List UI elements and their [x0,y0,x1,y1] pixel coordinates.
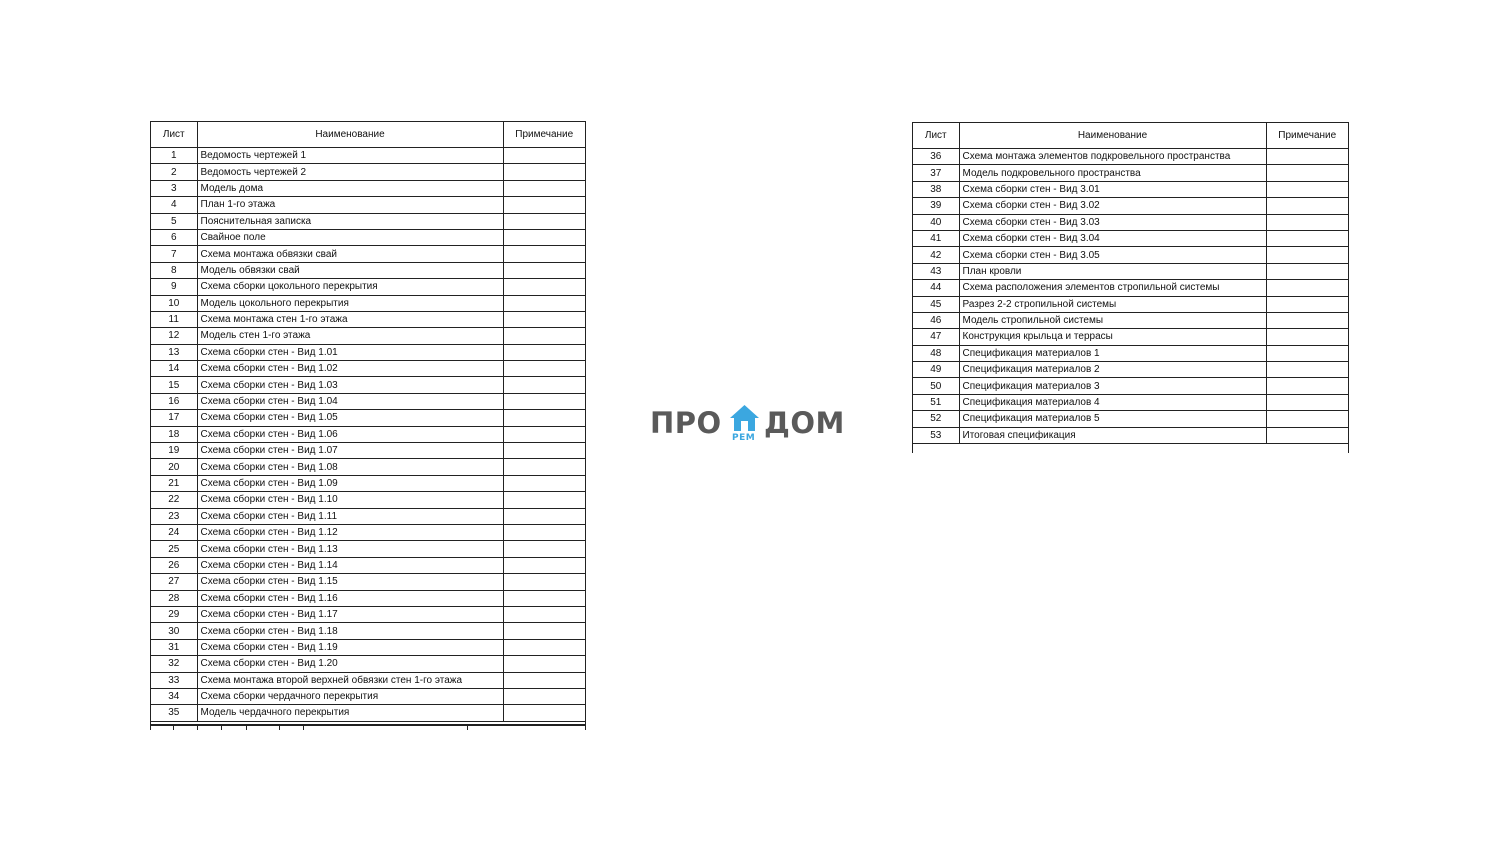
sheet-number: 30 [151,623,197,639]
table-row [151,475,585,491]
table-row [151,410,585,426]
sheet-number: 2 [151,164,197,180]
table-row [151,344,585,360]
table-row [913,394,1348,410]
drawing-name: Схема сборки стен - Вид 1.14 [197,557,503,573]
table-header-row [913,123,1348,149]
logo-subtitle: РЕМ [732,433,756,443]
drawing-name: Схема монтажа обвязки свай [197,246,503,262]
sheet-number: 53 [913,427,959,443]
note-cell [503,459,585,475]
table-row [151,574,585,590]
sheet-number: 39 [913,198,959,214]
note-cell [503,590,585,606]
table-row [151,262,585,278]
sheet-number: 47 [913,329,959,345]
drawing-name: Схема сборки стен - Вид 1.04 [197,393,503,409]
drawing-name: Спецификация материалов 4 [959,394,1266,410]
table-row [151,328,585,344]
drawing-name: Схема сборки стен - Вид 1.20 [197,656,503,672]
table-row [913,247,1348,263]
table-row [913,362,1348,378]
note-cell [1266,362,1348,378]
drawings-list-sheet-left [150,121,586,730]
drawing-name: Схема сборки стен - Вид 3.04 [959,230,1266,246]
drawing-name: План кровли [959,263,1266,279]
sheet-number: 26 [151,557,197,573]
table-row [151,557,585,573]
sheet-number: 43 [913,263,959,279]
sheet-number: 7 [151,246,197,262]
note-cell [503,606,585,622]
note-cell [1266,378,1348,394]
sheet-number: 8 [151,262,197,278]
table-row [151,656,585,672]
table-row [151,377,585,393]
drawing-name: Модель стен 1-го этажа [197,328,503,344]
drawing-name: Схема сборки стен - Вид 3.01 [959,181,1266,197]
note-cell [1266,181,1348,197]
house-icon [729,404,760,434]
title-block-divider [279,726,280,730]
drawing-name: Схема сборки стен - Вид 1.13 [197,541,503,557]
drawing-name: Схема монтажа второй верхней обвязки стен 1-го этажа [197,672,503,688]
sheet-number: 22 [151,492,197,508]
note-cell [1266,214,1348,230]
sheet-number: 9 [151,279,197,295]
drawing-name: Схема монтажа стен 1-го этажа [197,311,503,327]
note-cell [503,639,585,655]
sheet-number: 6 [151,229,197,245]
table-row [151,246,585,262]
note-cell [1266,345,1348,361]
note-cell [503,262,585,278]
note-cell [503,344,585,360]
drawing-name: План 1-го этажа [197,197,503,213]
sheet-number: 29 [151,606,197,622]
drawing-name: Модель чердачного перекрытия [197,705,503,721]
drawings-list-sheet-right [912,122,1349,453]
sheet-number: 28 [151,590,197,606]
sheet-number: 37 [913,165,959,181]
sheet-number: 19 [151,443,197,459]
note-cell [1266,247,1348,263]
sheet-number: 51 [913,394,959,410]
table-row [151,148,585,164]
logo-word-2: ДОМ [764,406,845,440]
drawing-name: Схема сборки стен - Вид 3.03 [959,214,1266,230]
drawing-name: Схема сборки цокольного перекрытия [197,279,503,295]
drawing-name: Ведомость чертежей 2 [197,164,503,180]
table-row [151,229,585,245]
sheet-number: 34 [151,688,197,704]
note-cell [503,311,585,327]
header-name: Наименование [959,123,1266,149]
note-cell [503,623,585,639]
drawing-name: Схема сборки стен - Вид 1.06 [197,426,503,442]
table-row [151,672,585,688]
sheet-number: 21 [151,475,197,491]
drawing-name: Схема расположения элементов стропильной системы [959,280,1266,296]
sheet-number: 32 [151,656,197,672]
table-row [913,263,1348,279]
note-cell [1266,149,1348,165]
note-cell [503,672,585,688]
drawing-name: Схема сборки стен - Вид 1.02 [197,361,503,377]
note-cell [1266,329,1348,345]
table-row [913,427,1348,443]
table-row [913,411,1348,427]
sheet-number: 52 [913,411,959,427]
drawing-name: Спецификация материалов 3 [959,378,1266,394]
drawing-name: Схема сборки стен - Вид 1.18 [197,623,503,639]
title-block-divider [246,726,247,730]
drawing-name: Схема сборки стен - Вид 1.09 [197,475,503,491]
drawing-name: Схема сборки стен - Вид 1.07 [197,443,503,459]
note-cell [503,229,585,245]
note-cell [503,410,585,426]
sheet-number: 24 [151,524,197,540]
drawing-name: Схема монтажа элементов подкровельного пространства [959,149,1266,165]
sheet-number: 38 [913,181,959,197]
note-cell [503,557,585,573]
table-row [913,378,1348,394]
sheet-number: 20 [151,459,197,475]
sheet-number: 16 [151,393,197,409]
drawing-name: Схема сборки чердачного перекрытия [197,688,503,704]
drawing-name: Схема сборки стен - Вид 1.08 [197,459,503,475]
title-block-strip [151,724,585,730]
table-row [151,541,585,557]
table-row [913,165,1348,181]
table-row [151,508,585,524]
note-cell [503,426,585,442]
table-row [151,295,585,311]
note-cell [1266,312,1348,328]
drawing-name: Схема сборки стен - Вид 1.19 [197,639,503,655]
drawing-name: Схема сборки стен - Вид 1.01 [197,344,503,360]
note-cell [503,361,585,377]
table-row [151,426,585,442]
note-cell [503,541,585,557]
note-cell [1266,296,1348,312]
note-cell [503,295,585,311]
note-cell [503,475,585,491]
note-cell [1266,394,1348,410]
pro-dom-rem-logo [650,404,850,448]
sheet-number: 41 [913,230,959,246]
table-row [913,329,1348,345]
table-row [151,492,585,508]
title-block-divider [303,726,304,730]
table-row [151,311,585,327]
sheet-number: 14 [151,361,197,377]
sheet-number: 17 [151,410,197,426]
drawing-name: Модель стропильной системы [959,312,1266,328]
table-row [151,459,585,475]
sheet-number: 15 [151,377,197,393]
drawing-name: Спецификация материалов 5 [959,411,1266,427]
table-row [151,639,585,655]
drawing-name: Схема сборки стен - Вид 3.05 [959,247,1266,263]
sheet-number: 42 [913,247,959,263]
table-row [151,705,585,721]
table-row [913,149,1348,165]
note-cell [503,705,585,721]
table-row [151,213,585,229]
sheet-number: 27 [151,574,197,590]
drawing-name: Свайное поле [197,229,503,245]
table-body-right [913,149,1348,444]
sheet-number: 10 [151,295,197,311]
drawing-name: Модель цокольного перекрытия [197,295,503,311]
drawing-name: Итоговая спецификация [959,427,1266,443]
table-row [151,393,585,409]
sheet-number: 18 [151,426,197,442]
sheet-number: 44 [913,280,959,296]
drawing-name: Схема сборки стен - Вид 1.16 [197,590,503,606]
table-row [151,361,585,377]
sheet-number: 46 [913,312,959,328]
note-cell [503,148,585,164]
table-row [151,606,585,622]
note-cell [503,574,585,590]
note-cell [503,164,585,180]
sheet-number: 36 [913,149,959,165]
table-row [151,623,585,639]
drawing-name: Конструкция крыльца и террасы [959,329,1266,345]
title-block-divider [221,726,222,730]
note-cell [503,328,585,344]
sheet-number: 50 [913,378,959,394]
sheet-number: 25 [151,541,197,557]
table-row [913,181,1348,197]
table-row [913,230,1348,246]
table-row [913,296,1348,312]
header-sheet: Лист [151,122,197,148]
note-cell [1266,230,1348,246]
table-row [151,164,585,180]
table-row [151,688,585,704]
header-name: Наименование [197,122,503,148]
table-header-row [151,122,585,148]
drawing-name: Ведомость чертежей 1 [197,148,503,164]
sheet-number: 3 [151,180,197,196]
drawings-table-left [151,122,585,722]
table-row [151,590,585,606]
drawing-name: Спецификация материалов 2 [959,362,1266,378]
sheet-number: 1 [151,148,197,164]
drawing-name: Схема сборки стен - Вид 3.02 [959,198,1266,214]
note-cell [1266,280,1348,296]
table-row [913,280,1348,296]
sheet-number: 23 [151,508,197,524]
note-cell [503,393,585,409]
sheet-number: 12 [151,328,197,344]
header-note: Примечание [503,122,585,148]
table-body-left [151,148,585,722]
sheet-number: 13 [151,344,197,360]
note-cell [503,508,585,524]
table-row [151,197,585,213]
table-row [913,214,1348,230]
sheet-number: 33 [151,672,197,688]
sheet-number: 40 [913,214,959,230]
drawing-name: Модель обвязки свай [197,262,503,278]
sheet-number: 4 [151,197,197,213]
drawing-name: Спецификация материалов 1 [959,345,1266,361]
note-cell [1266,427,1348,443]
sheet-number: 5 [151,213,197,229]
sheet-number: 48 [913,345,959,361]
sheet-number: 31 [151,639,197,655]
table-row [151,443,585,459]
note-cell [503,377,585,393]
title-block-divider [467,726,468,730]
note-cell [1266,198,1348,214]
drawing-name: Схема сборки стен - Вид 1.03 [197,377,503,393]
note-cell [503,492,585,508]
logo-word-1: ПРО [650,406,722,440]
header-sheet: Лист [913,123,959,149]
drawing-name: Схема сборки стен - Вид 1.10 [197,492,503,508]
note-cell [503,443,585,459]
table-row [913,198,1348,214]
note-cell [1266,165,1348,181]
sheet-number: 45 [913,296,959,312]
table-row [913,345,1348,361]
sheet-number: 11 [151,311,197,327]
header-note: Примечание [1266,123,1348,149]
note-cell [503,246,585,262]
drawing-name: Пояснительная записка [197,213,503,229]
note-cell [503,656,585,672]
drawing-name: Модель дома [197,180,503,196]
table-row [913,312,1348,328]
note-cell [503,213,585,229]
note-cell [503,688,585,704]
title-block-divider [173,726,174,730]
drawing-name: Схема сборки стен - Вид 1.15 [197,574,503,590]
drawing-name: Модель подкровельного пространства [959,165,1266,181]
table-row [151,524,585,540]
note-cell [503,197,585,213]
note-cell [1266,411,1348,427]
drawing-name: Схема сборки стен - Вид 1.12 [197,524,503,540]
note-cell [503,180,585,196]
drawing-name: Разрез 2-2 стропильной системы [959,296,1266,312]
title-block-divider [197,726,198,730]
note-cell [503,524,585,540]
note-cell [1266,263,1348,279]
note-cell [503,279,585,295]
sheet-number: 49 [913,362,959,378]
sheet-number: 35 [151,705,197,721]
table-row [151,180,585,196]
drawing-name: Схема сборки стен - Вид 1.05 [197,410,503,426]
drawing-name: Схема сборки стен - Вид 1.17 [197,606,503,622]
table-row [151,279,585,295]
drawings-table-right [913,123,1348,444]
drawing-name: Схема сборки стен - Вид 1.11 [197,508,503,524]
